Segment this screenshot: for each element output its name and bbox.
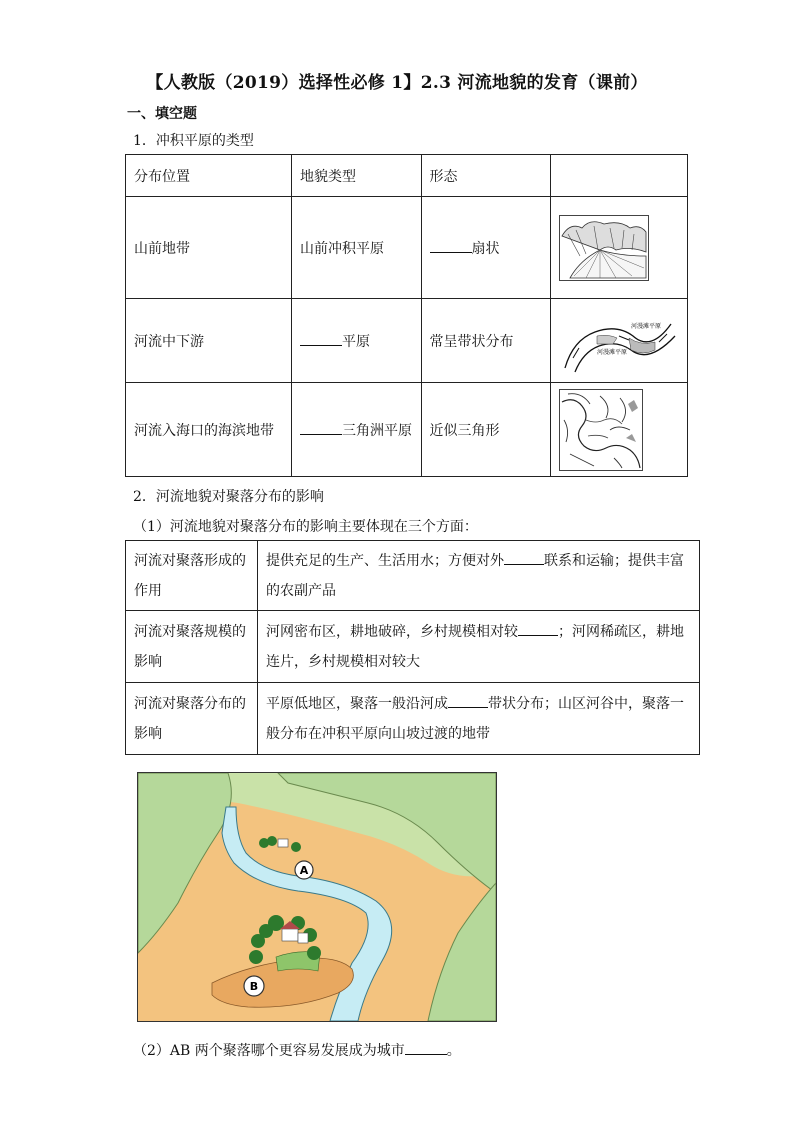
content-text: ；河网稀疏区，耕地连片，乡村规模相对较大 — [266, 623, 684, 670]
label-cell: 河流对聚落形成的作用 — [126, 541, 258, 611]
content-text: 平原低地区，聚落一般沿河成 — [266, 695, 448, 712]
content-cell — [258, 683, 700, 755]
answer-blank[interactable] — [405, 1040, 447, 1055]
table-row — [126, 541, 700, 611]
settlement-b-label: B — [249, 980, 259, 993]
type-cell — [292, 197, 421, 299]
page-title: 【人教版（2019）选择性必修 1】2.3 河流地貌的发育（课前） — [146, 73, 648, 93]
table-row — [126, 197, 688, 299]
content-cell — [258, 611, 700, 683]
shape-cell — [421, 197, 550, 299]
content-text: 带状分布；山区河谷中，聚落一般分布在冲积平原向山坡过渡的地带 — [266, 695, 684, 742]
label-cell: 河流对聚落规模的影响 — [126, 611, 258, 683]
question-1-heading: 1．冲积平原的类型 — [133, 133, 254, 149]
header-cell: 分布位置 — [126, 155, 292, 197]
settlement-table — [125, 540, 700, 755]
diagram-cell — [550, 197, 687, 299]
table-row — [126, 683, 700, 755]
label-cell: 河流对聚落分布的影响 — [126, 683, 258, 755]
type-text: 平原 — [342, 333, 371, 350]
answer-blank[interactable] — [518, 621, 558, 636]
answer-blank[interactable] — [504, 550, 544, 565]
table-row — [126, 611, 700, 683]
answer-blank[interactable] — [430, 238, 472, 253]
shape-text: 扇状 — [471, 240, 500, 257]
floodplain-label: 河漫滩平原 — [596, 348, 627, 356]
answer-blank[interactable] — [300, 420, 342, 435]
position-cell: 山前地带 — [126, 197, 292, 299]
question-text: （2）AB 两个聚落哪个更容易发展成为城市 — [133, 1043, 405, 1059]
alluvial-fan-sketch-icon — [559, 215, 649, 281]
header-cell — [550, 155, 687, 197]
type-cell — [292, 299, 421, 383]
table-row — [126, 383, 688, 477]
content-text: 提供充足的生产、生活用水；方便对外 — [266, 552, 504, 569]
content-text: 联系和运输；提供丰富的农副产品 — [266, 552, 684, 599]
table-row — [126, 299, 688, 383]
type-cell — [292, 383, 421, 477]
question-2-2 — [133, 1040, 461, 1060]
settlement-river-illustration — [137, 772, 497, 1022]
section-heading: 一、填空题 — [127, 106, 197, 122]
diagram-cell — [550, 299, 687, 383]
header-cell: 形态 — [421, 155, 550, 197]
question-2-sub: （1）河流地貌对聚落分布的影响主要体现在三个方面： — [133, 519, 478, 535]
type-text: 山前冲积平原 — [300, 240, 385, 257]
floodplain-meander-diagram-icon — [559, 306, 679, 376]
content-text: 河网密布区，耕地破碎，乡村规模相对较 — [266, 623, 518, 640]
question-2-heading: 2．河流地貌对聚落分布的影响 — [133, 489, 324, 505]
position-cell: 河流中下游 — [126, 299, 292, 383]
type-text: 三角洲平原 — [342, 422, 413, 439]
header-cell: 地貌类型 — [292, 155, 421, 197]
table-header-row — [126, 155, 688, 197]
content-cell — [258, 541, 700, 611]
shape-cell: 近似三角形 — [421, 383, 550, 477]
settlement-a-label: A — [299, 864, 309, 877]
floodplain-label: 河漫滩平原 — [630, 322, 661, 330]
shape-cell: 常呈带状分布 — [421, 299, 550, 383]
diagram-cell — [550, 383, 687, 477]
position-cell: 河流入海口的海滨地带 — [126, 383, 292, 477]
answer-blank[interactable] — [300, 331, 342, 346]
delta-sketch-map-icon — [559, 389, 643, 471]
answer-blank[interactable] — [448, 693, 488, 708]
question-text: 。 — [446, 1043, 461, 1059]
alluvial-plain-table — [125, 154, 688, 477]
